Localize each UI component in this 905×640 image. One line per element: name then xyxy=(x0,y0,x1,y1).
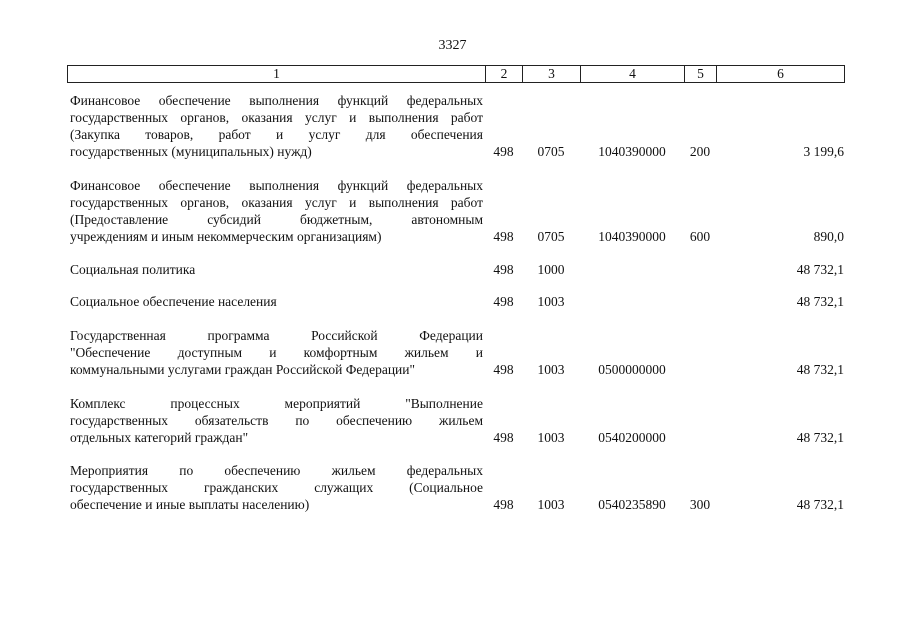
row-amount: 48 732,1 xyxy=(796,497,844,512)
header-col-1: 1 xyxy=(68,66,486,83)
table-row xyxy=(0,261,905,278)
row-ministry-code: 498 xyxy=(493,430,514,445)
row-description xyxy=(70,395,483,446)
row-ministry-code: 498 xyxy=(493,144,514,159)
table-row xyxy=(0,395,905,446)
row-section-code: 1000 xyxy=(537,262,565,277)
header-col-2: 2 xyxy=(486,66,523,83)
row-description xyxy=(70,261,483,278)
row-expense-type: 300 xyxy=(689,497,711,512)
page-number: 3327 xyxy=(438,38,467,53)
table-row xyxy=(0,462,905,513)
row-description-line: Финансовое обеспечение выполнения функций федеральных xyxy=(70,178,483,193)
row-target-article: 1040390000 xyxy=(598,144,666,159)
row-description-line: Комплекс процессных мероприятий "Выполнение xyxy=(70,396,483,411)
row-description-line: Мероприятия по обеспечению жильем федеральных xyxy=(70,463,483,478)
table-row xyxy=(0,327,905,378)
row-section-code: 1003 xyxy=(537,430,565,445)
table-row xyxy=(0,293,905,310)
row-description-line: государственных органов, оказания услуг и выполнения работ xyxy=(70,110,483,125)
row-description xyxy=(70,327,483,378)
row-target-article: 0540235890 xyxy=(598,497,666,512)
table-row xyxy=(0,92,905,160)
row-expense-type: 200 xyxy=(689,144,711,159)
row-description-line: отдельных категорий граждан" xyxy=(70,430,249,445)
row-description xyxy=(70,462,483,513)
row-ministry-code: 498 xyxy=(493,362,514,377)
row-section-code: 1003 xyxy=(537,362,565,377)
row-section-code: 1003 xyxy=(537,497,565,512)
row-section-code: 1003 xyxy=(537,294,565,309)
row-target-article: 0500000000 xyxy=(598,362,666,377)
row-amount: 48 732,1 xyxy=(796,294,844,309)
row-description-line: Финансовое обеспечение выполнения функций федеральных xyxy=(70,93,483,108)
row-amount: 48 732,1 xyxy=(796,430,844,445)
header-col-4: 4 xyxy=(581,66,685,83)
row-description-line: Социальное обеспечение населения xyxy=(70,294,277,309)
row-amount: 48 732,1 xyxy=(796,262,844,277)
row-amount: 48 732,1 xyxy=(796,362,844,377)
row-amount: 3 199,6 xyxy=(803,144,844,159)
row-description-line: государственных (муниципальных) нужд) xyxy=(70,144,312,159)
row-description-line: обеспечение и иные выплаты населению) xyxy=(70,497,310,512)
row-description-line: коммунальными услугами граждан Российской Федерации" xyxy=(70,362,416,377)
table-header xyxy=(67,65,845,83)
row-description-line: (Закупка товаров, работ и услуг для обеспечения xyxy=(70,127,483,142)
row-description-line: государственных обязательств по обеспечению жильем xyxy=(70,413,483,428)
row-target-article: 0540200000 xyxy=(598,430,666,445)
header-col-6: 6 xyxy=(717,66,845,83)
row-ministry-code: 498 xyxy=(493,262,514,277)
header-col-3: 3 xyxy=(523,66,581,83)
row-description xyxy=(70,177,483,245)
row-expense-type: 600 xyxy=(689,229,711,244)
row-ministry-code: 498 xyxy=(493,294,514,309)
row-description-line: (Предоставление субсидий бюджетным, автономным xyxy=(70,212,483,227)
row-description xyxy=(70,293,483,310)
row-description-line: государственных органов, оказания услуг и выполнения работ xyxy=(70,195,483,210)
table-row xyxy=(0,177,905,245)
row-description-line: Государственная программа Российской Федерации xyxy=(70,328,483,343)
row-description xyxy=(70,92,483,160)
row-section-code: 0705 xyxy=(537,144,565,159)
row-amount: 890,0 xyxy=(813,229,844,244)
row-ministry-code: 498 xyxy=(493,497,514,512)
header-col-5: 5 xyxy=(685,66,717,83)
row-target-article: 1040390000 xyxy=(598,229,666,244)
row-description-line: "Обеспечение доступным и комфортным жильем и xyxy=(70,345,483,360)
row-section-code: 0705 xyxy=(537,229,565,244)
row-ministry-code: 498 xyxy=(493,229,514,244)
row-description-line: государственных гражданских служащих (Социальное xyxy=(70,480,483,495)
row-description-line: Социальная политика xyxy=(70,262,196,277)
row-description-line: учреждениям и иным некоммерческим организациям) xyxy=(70,229,382,244)
